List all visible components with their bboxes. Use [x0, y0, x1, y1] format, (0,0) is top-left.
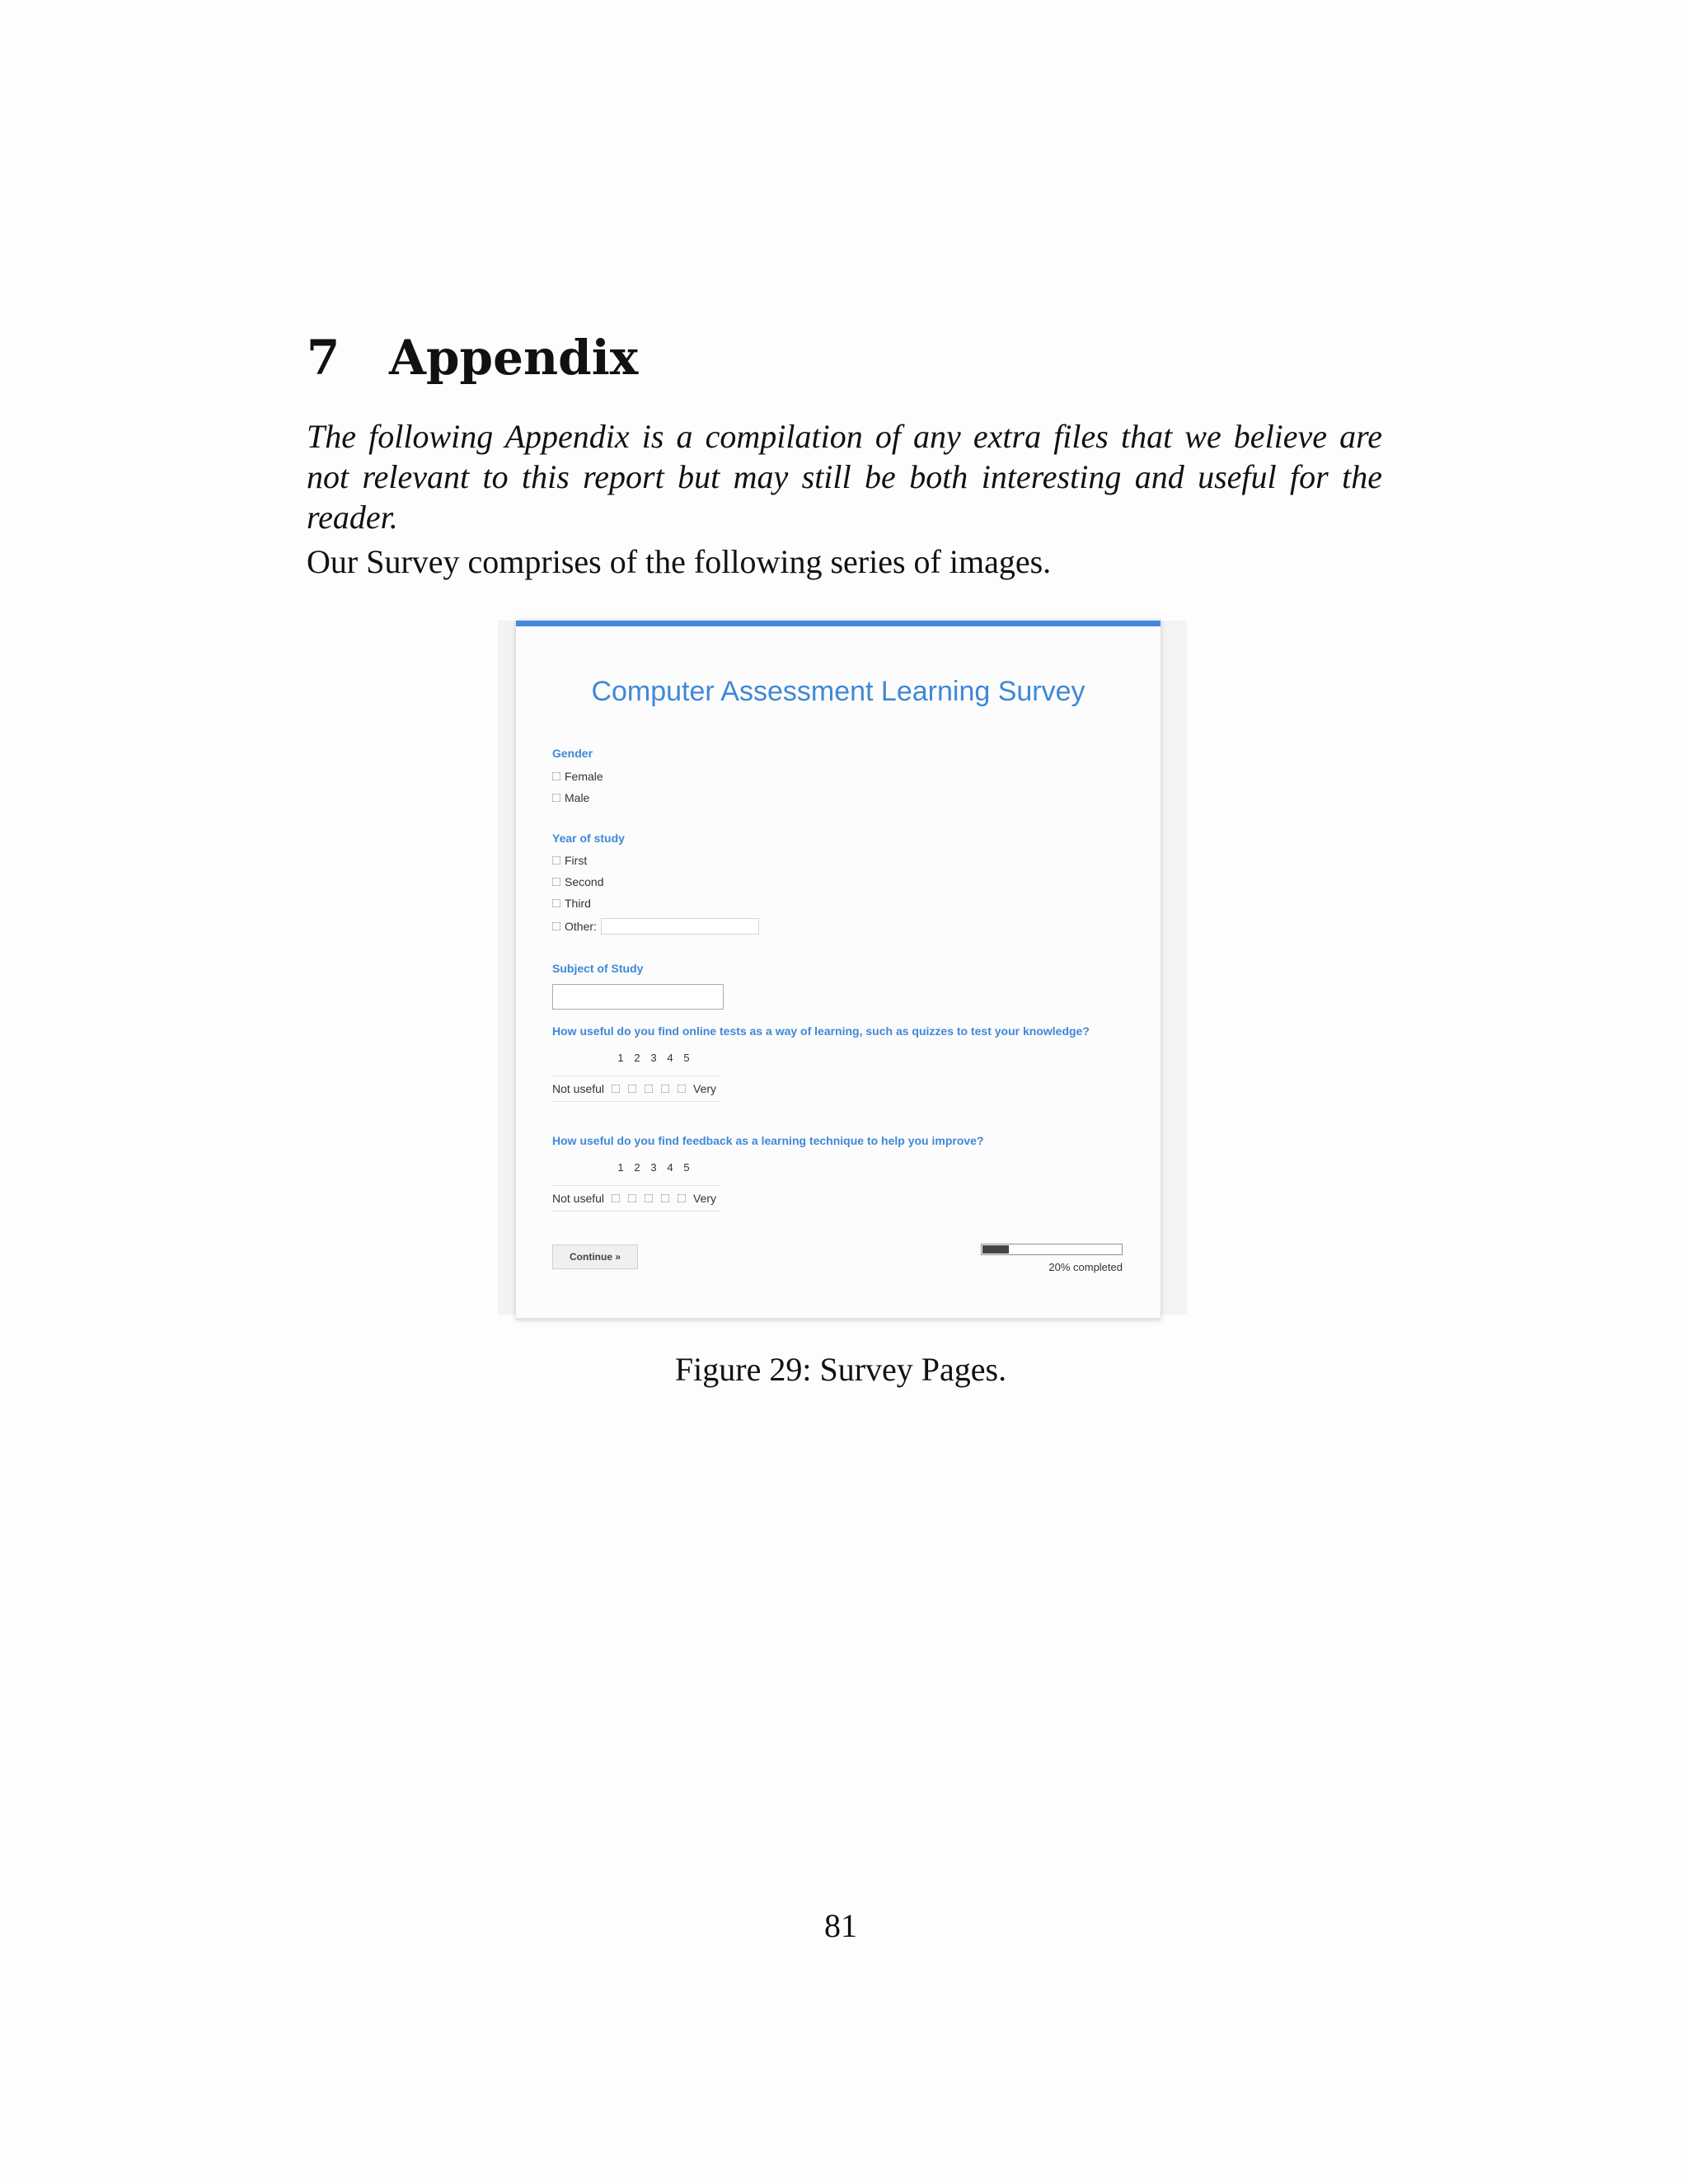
q2-label: How useful do you find feedback as a learning technique to help you improve?: [552, 1134, 984, 1147]
q1-scale-numbers: [612, 1052, 695, 1064]
scale-number: 1: [617, 1052, 624, 1064]
subject-input[interactable]: [552, 984, 724, 1010]
figure-caption: Figure 29: Survey Pages.: [674, 1351, 1007, 1388]
checkbox-icon[interactable]: [552, 922, 560, 930]
gender-option-male[interactable]: [552, 791, 589, 804]
scale-number: 2: [634, 1161, 640, 1174]
option-label: Third: [565, 897, 591, 910]
option-label: Second: [565, 875, 604, 888]
option-label: First: [565, 854, 588, 867]
rating-radio-4[interactable]: [661, 1194, 669, 1202]
section-number: 7: [307, 330, 340, 386]
scale-number: 5: [683, 1052, 690, 1064]
checkbox-icon[interactable]: [552, 856, 560, 865]
continue-button[interactable]: Continue »: [552, 1244, 638, 1269]
checkbox-icon[interactable]: [552, 899, 560, 907]
rating-radio-3[interactable]: [645, 1085, 653, 1093]
body-text: Our Survey comprises of the following series of images.: [307, 543, 1052, 580]
q1-rating-row: [552, 1076, 721, 1102]
intro-paragraph: [307, 416, 1382, 537]
survey-figure: [498, 621, 1187, 1315]
option-label: Female: [565, 770, 603, 783]
intro-line: The following Appendix is a compilation of any extra files that we believe are: [307, 418, 1382, 455]
scale-number: 2: [634, 1052, 640, 1064]
rating-radio-2[interactable]: [628, 1194, 636, 1202]
checkbox-icon[interactable]: [552, 878, 560, 886]
year-label: Year of study: [552, 832, 625, 845]
gender-option-female[interactable]: [552, 770, 603, 783]
year-option-second[interactable]: [552, 875, 603, 888]
rating-radio-5[interactable]: [678, 1085, 686, 1093]
progress-bar: [981, 1244, 1123, 1255]
rating-radio-1[interactable]: [612, 1194, 620, 1202]
scale-low-label: Not useful: [552, 1082, 605, 1095]
survey-title: Computer Assessment Learning Survey: [591, 676, 1085, 707]
scale-number: 3: [650, 1161, 657, 1174]
section-heading: [307, 330, 638, 386]
rating-radio-5[interactable]: [678, 1194, 686, 1202]
scale-number: 4: [667, 1052, 673, 1064]
checkbox-icon[interactable]: [552, 794, 560, 802]
section-title: Appendix: [389, 330, 639, 386]
rating-radio-4[interactable]: [661, 1085, 669, 1093]
rating-radio-1[interactable]: [612, 1085, 620, 1093]
scale-low-label: Not useful: [552, 1192, 605, 1205]
page-number: 81: [824, 1907, 857, 1944]
scale-high-label: Very: [693, 1192, 717, 1205]
q2-rating-row: [552, 1185, 721, 1212]
scale-number: 3: [650, 1052, 657, 1064]
scale-high-label: Very: [693, 1082, 717, 1095]
scale-number: 1: [617, 1161, 624, 1174]
q2-scale-numbers: [612, 1161, 695, 1174]
year-option-other[interactable]: [552, 918, 759, 935]
rating-radio-2[interactable]: [628, 1085, 636, 1093]
card-bottom-border: [516, 1318, 1160, 1320]
checkbox-icon[interactable]: [552, 772, 560, 780]
intro-line: not relevant to this report but may still be both interesting and useful for the: [307, 458, 1382, 495]
year-option-third[interactable]: [552, 897, 591, 910]
survey-card: [516, 621, 1160, 1320]
year-option-first[interactable]: [552, 854, 587, 867]
subject-label: Subject of Study: [552, 962, 644, 975]
q1-label: How useful do you find online tests as a way of learning, such as quizzes to test your knowledge?: [552, 1024, 1090, 1038]
progress-bar-fill: [982, 1245, 1009, 1254]
rating-radio-3[interactable]: [645, 1194, 653, 1202]
progress-text: 20% completed: [1048, 1261, 1123, 1273]
intro-line: reader.: [307, 499, 398, 536]
option-label: Other:: [565, 920, 597, 933]
scale-number: 5: [683, 1161, 690, 1174]
gender-label: Gender: [552, 747, 593, 760]
other-text-input[interactable]: [601, 918, 759, 935]
scale-number: 4: [667, 1161, 673, 1174]
option-label: Male: [565, 791, 590, 804]
